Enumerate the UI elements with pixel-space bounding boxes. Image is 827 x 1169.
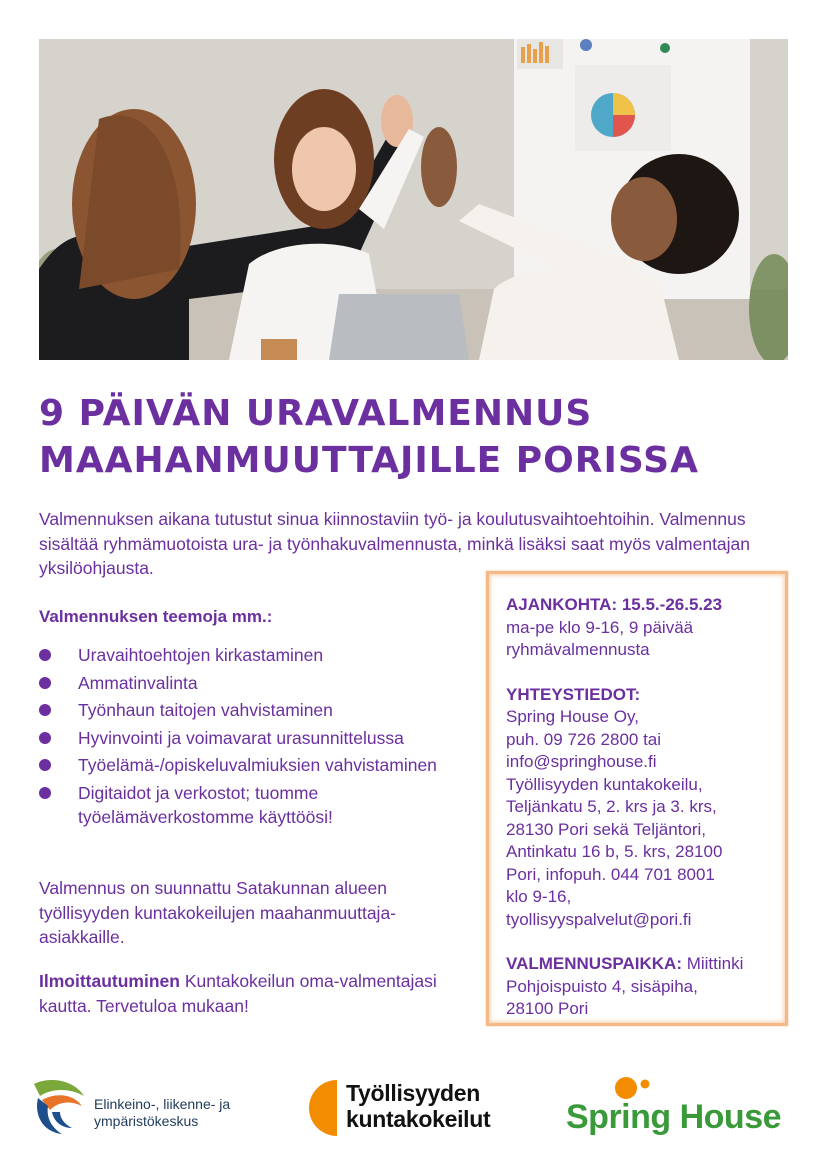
ely-line-2: ympäristökeskus: [94, 1113, 199, 1129]
registration-label: Ilmoittautuminen: [39, 971, 180, 991]
contact-line: 28130 Pori sekä Teljäntori,: [506, 819, 707, 839]
list-item: [39, 698, 479, 722]
registration-text: Kuntakokeilun oma-valmentajasi kautta. Tervetuloa mukaan!: [39, 971, 437, 1016]
page-title: [39, 390, 799, 484]
tyollisyys-logo: [309, 1078, 529, 1138]
list-item-text: Työnhaun taitojen vahvistaminen: [78, 700, 333, 720]
contact-line: klo 9-16,: [506, 887, 572, 906]
list-item-text: Työelämä-/opiskeluvalmiuksien vahvistaminen: [78, 755, 437, 775]
intro-paragraph: Valmennuksen aikana tutustut sinua kiinnostaviin työ- ja koulutusvaihtoehtoihin. Valmennus sisältää ryhmämuotoista ura- ja työnhakuvalmennusta, minkä lisäksi saat myös valmentajan yksilöohjausta.: [39, 509, 751, 578]
schedule-text: ma-pe klo 9-16, 9 päivää ryhmävalmennusta: [506, 617, 694, 659]
ely-emblem-icon: [30, 1078, 88, 1136]
list-item-text: Digitaidot ja verkostot; tuomme työelämäverkostomme käyttöösi!: [78, 782, 333, 827]
ely-logo: [30, 1078, 270, 1138]
title-line-1: 9 PÄIVÄN URAVALMENNUS: [39, 393, 593, 434]
contact-line: puh. 09 726 2800 tai: [506, 729, 662, 749]
venue-block: [506, 953, 785, 1021]
title-line-2: MAAHANMUUTTAJILLE PORISSA: [39, 440, 699, 481]
themes-list: [39, 643, 479, 832]
bullet-icon: [39, 677, 51, 689]
tyollisyys-line-2: kuntakokeilut: [346, 1106, 491, 1132]
list-item-text: Ammatinvalinta: [78, 672, 198, 693]
bullet-icon: [39, 732, 51, 744]
springhouse-text: Spring House: [566, 1098, 782, 1136]
contact-email-link[interactable]: info@springhouse.fi: [506, 752, 657, 771]
bullet-icon: [39, 787, 51, 799]
target-group-paragraph: Valmennus on suunnattu Satakunnan alueen työllisyyden kuntakokeilujen maahanmuuttaja-asiakkaille.: [39, 878, 397, 947]
hero-illustration: [39, 39, 788, 360]
contact-line: Työllisyyden kuntakokeilu,: [506, 774, 703, 794]
tyollisyys-text: [346, 1080, 490, 1132]
venue-line: Pohjoispuisto 4, sisäpiha,: [506, 976, 698, 996]
info-box: [486, 571, 788, 1026]
contact-email-link[interactable]: tyollisyyspalvelut@pori.fi: [506, 909, 692, 929]
springhouse-logo: [564, 1076, 794, 1142]
venue-first-line: [506, 953, 785, 976]
registration-paragraph: [39, 969, 439, 1018]
bullet-icon: [39, 704, 51, 716]
hero-photo: [39, 39, 788, 360]
tyollisyys-line-1: Työllisyyden: [346, 1080, 481, 1106]
contact-line: Spring House Oy,: [506, 707, 639, 726]
sun-dots-icon: [612, 1076, 660, 1100]
contact-line: Antinkatu 16 b, 5. krs, 28100: [506, 842, 723, 861]
contact-line: Pori, infopuh. 044 701 8001: [506, 864, 715, 884]
list-item: [39, 753, 479, 777]
contact-line: Teljänkatu 5, 2. krs ja 3. krs,: [506, 797, 717, 816]
schedule-label: AJANKOHTA: 15.5.-26.5.23: [506, 595, 723, 614]
ely-text: [94, 1096, 230, 1130]
venue-name: Miittinki: [681, 954, 744, 973]
list-item-text: Hyvinvointi ja voimavarat urasunnittelussa: [78, 727, 404, 748]
themes-heading: Valmennuksen teemoja mm.:: [39, 607, 273, 626]
ely-line-1: Elinkeino-, liikenne- ja: [94, 1096, 231, 1112]
list-item: [39, 781, 479, 829]
contact-label: YHTEYSTIEDOT:: [506, 684, 641, 704]
venue-line: 28100 Pori: [506, 999, 589, 1018]
list-item-text: Uravaihtoehtojen kirkastaminen: [78, 645, 324, 665]
schedule-block: [506, 594, 785, 662]
contact-block: [506, 684, 785, 932]
list-item: [39, 671, 479, 695]
bullet-icon: [39, 649, 51, 661]
venue-label: VALMENNUSPAIKKA:: [506, 954, 682, 973]
bullet-icon: [39, 759, 51, 771]
half-circle-icon: [309, 1080, 339, 1136]
list-item: [39, 726, 479, 750]
list-item: [39, 643, 479, 667]
